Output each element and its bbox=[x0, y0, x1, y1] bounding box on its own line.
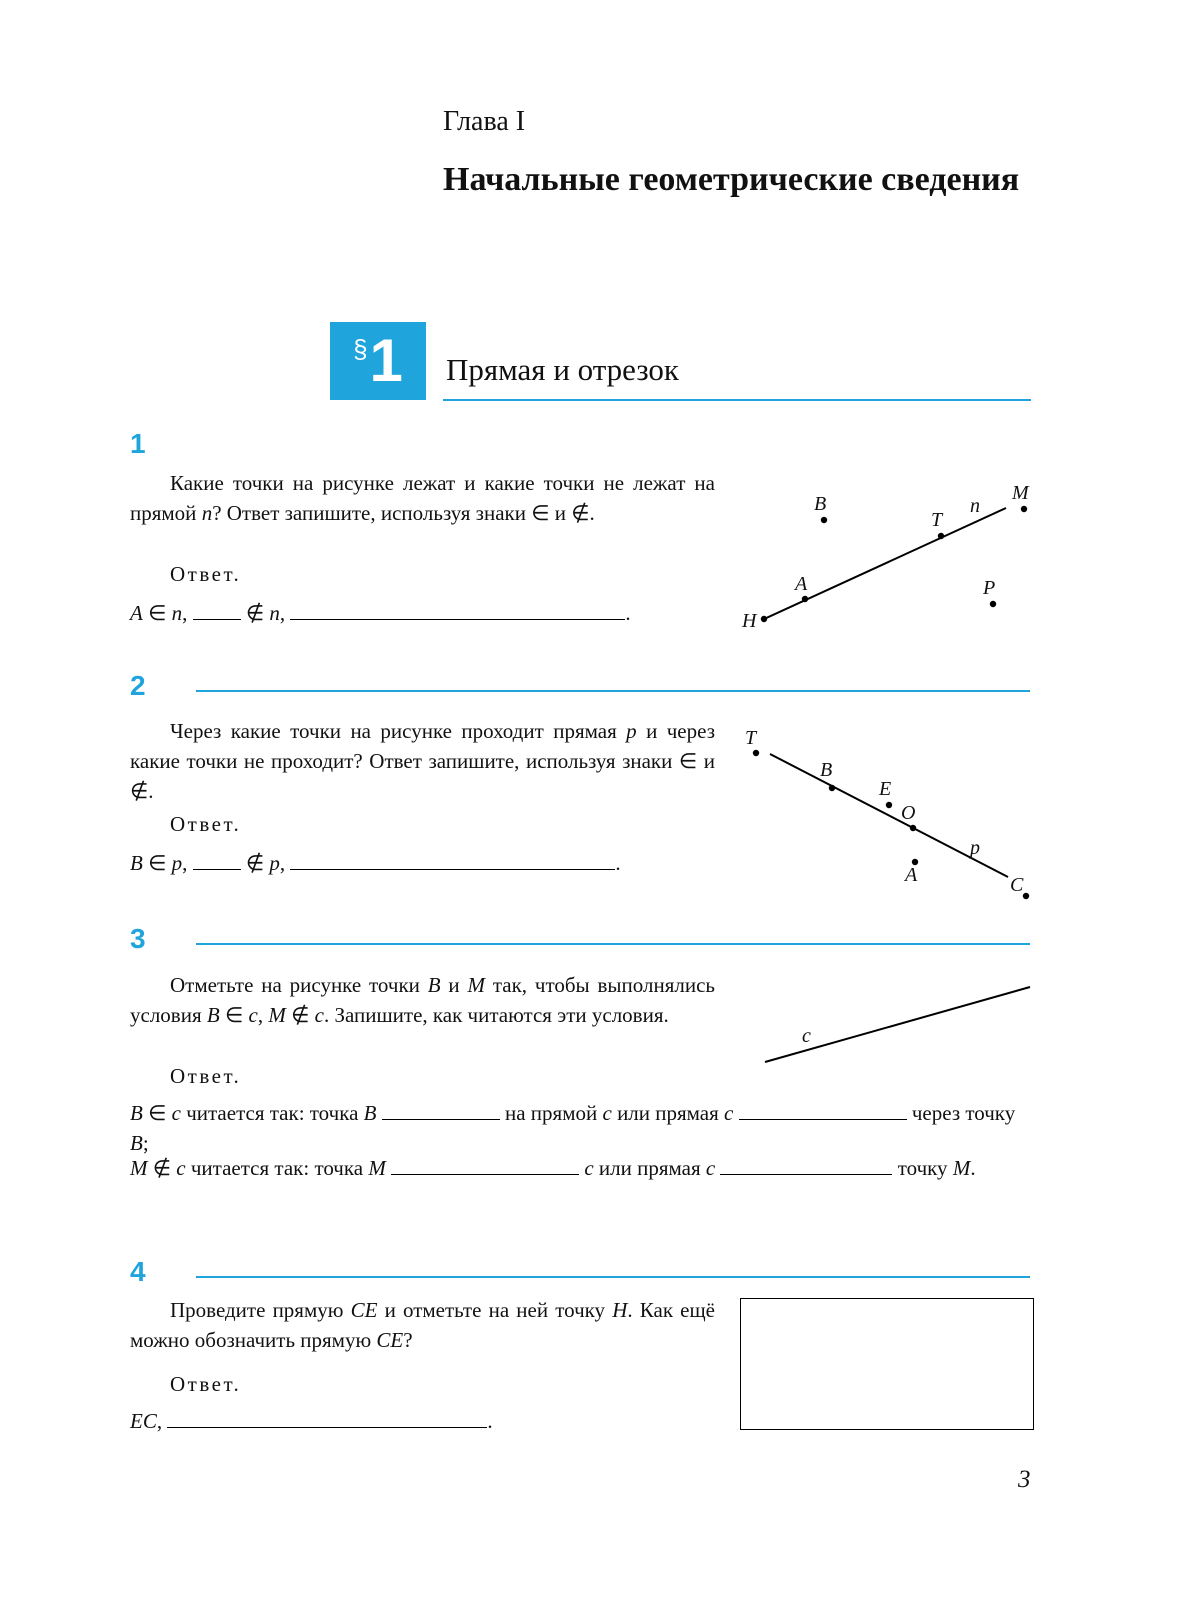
point-label: c bbox=[802, 1025, 811, 1047]
problem-2-rule bbox=[196, 690, 1030, 692]
point-label: M bbox=[1012, 486, 1029, 504]
point-dot bbox=[821, 517, 827, 523]
problem-4-rule bbox=[196, 1276, 1030, 1278]
answer-blank[interactable] bbox=[290, 599, 625, 620]
problem-1-answer-line: A ∈ n, ∉ n, . bbox=[130, 601, 631, 625]
problem-2-answer-line: B ∈ p, ∉ p, . bbox=[130, 851, 621, 875]
section-number-badge bbox=[330, 322, 426, 400]
point-dot bbox=[761, 616, 767, 622]
point-label: O bbox=[901, 802, 916, 824]
problem-2-answer-label: Ответ. bbox=[170, 812, 242, 836]
section-number: 1 bbox=[369, 327, 403, 394]
point-dot bbox=[1023, 893, 1029, 899]
problem-4-answer-line: EC, . bbox=[130, 1409, 493, 1433]
point-dot bbox=[910, 825, 916, 831]
point-label: B bbox=[814, 493, 827, 515]
point-dot bbox=[829, 785, 835, 791]
point-label: P bbox=[983, 577, 996, 599]
problem-2-figure bbox=[740, 724, 1040, 906]
point-label: T bbox=[745, 727, 757, 749]
answer-blank[interactable] bbox=[739, 1099, 907, 1120]
chapter-label: Глава I bbox=[443, 106, 526, 137]
problem-3-answer-line-1: B ∈ c читается так: точка B на прямой c или прямая c через точку B; bbox=[130, 1101, 1016, 1155]
answer-blank[interactable] bbox=[391, 1154, 579, 1175]
point-dot bbox=[1021, 506, 1027, 512]
answer-blank[interactable] bbox=[167, 1407, 487, 1428]
point-label: A bbox=[795, 573, 808, 595]
problem-3-answer-label: Ответ. bbox=[170, 1064, 242, 1088]
point-label: n bbox=[970, 495, 980, 517]
point-dot bbox=[886, 802, 892, 808]
section-underline bbox=[443, 399, 1031, 401]
section-symbol: § bbox=[353, 333, 368, 364]
problem-4-number: 4 bbox=[130, 1256, 146, 1287]
problem-3-rule bbox=[196, 943, 1030, 945]
answer-blank[interactable] bbox=[193, 599, 241, 620]
problem-1-answer-label: Ответ. bbox=[170, 562, 242, 586]
point-label: B bbox=[820, 759, 833, 781]
point-dot bbox=[753, 750, 759, 756]
page-number: 3 bbox=[1018, 1466, 1031, 1493]
problem-3-figure bbox=[740, 978, 1040, 1070]
figure-line bbox=[762, 508, 1006, 620]
problem-1-text: Какие точки на рисунке лежат и какие точки не лежат на прямой n? Ответ запишите, используя знаки ∈ и ∉. bbox=[130, 471, 715, 525]
answer-blank[interactable] bbox=[290, 849, 615, 870]
point-label: T bbox=[931, 509, 943, 531]
problem-2-number: 2 bbox=[130, 670, 146, 701]
problem-1-number: 1 bbox=[130, 428, 146, 459]
answer-blank[interactable] bbox=[720, 1154, 892, 1175]
drawing-box[interactable] bbox=[740, 1298, 1034, 1430]
problem-4-text: Проведите прямую CE и отметьте на ней точку H. Как ещё можно обозначить прямую CE? bbox=[130, 1298, 715, 1352]
section-title: Прямая и отрезок bbox=[446, 352, 679, 387]
problem-4-answer-label: Ответ. bbox=[170, 1372, 242, 1396]
point-label: H bbox=[742, 610, 757, 632]
point-dot bbox=[938, 533, 944, 539]
problem-3-text: Отметьте на рисунке точки B и M так, чтобы выполнялись условия B ∈ c, M ∉ c. Запишите, как читаются эти условия. bbox=[130, 973, 715, 1027]
problem-1-figure bbox=[740, 486, 1040, 636]
problem-2-text: Через какие точки на рисунке проходит прямая p и через какие точки не проходит? Ответ запишите, используя знаки ∈ и ∉. bbox=[130, 719, 715, 803]
point-dot bbox=[802, 596, 808, 602]
answer-blank[interactable] bbox=[193, 849, 241, 870]
point-label: E bbox=[879, 778, 892, 800]
point-label: C bbox=[1010, 874, 1024, 896]
point-dot bbox=[990, 601, 996, 607]
problem-3-number: 3 bbox=[130, 923, 146, 954]
point-label: p bbox=[970, 837, 980, 859]
problem-3-answer-line-2: M ∉ c читается так: точка M c или прямая c точку M. bbox=[130, 1156, 976, 1180]
point-label: A bbox=[905, 864, 918, 886]
chapter-title: Начальные геометрические сведения bbox=[443, 161, 1020, 198]
answer-blank[interactable] bbox=[382, 1099, 500, 1120]
